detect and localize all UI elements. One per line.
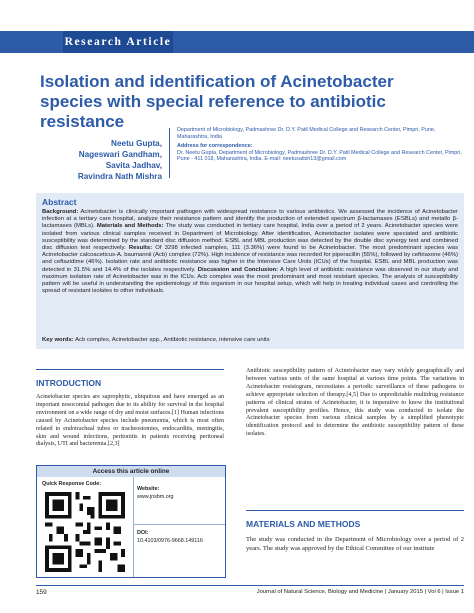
author-list	[60, 138, 162, 182]
qr-code-label: Quick Response Code:	[42, 481, 102, 487]
abstract-text	[42, 209, 458, 295]
author-name[interactable]: Nageswari Gandham,	[78, 150, 162, 159]
introduction-text: Acinetobacter species are saprophytic, ubiquitous and have emerged as an important nosocomial pathogen due to its ability for survival in the hospital environment on a wide range of dry and moist surfaces.[1] Human infections caused by Acinetobacter species include pneumonia, which is most often related to endotracheal tubes or tracheostomies, endocarditis, meningitis, skin and wound infections, peritonitis in patients receiving peritoneal dialysis, UTI and bacteremia.[2,3]	[36, 394, 224, 448]
introduction-heading: INTRODUCTION	[36, 378, 102, 388]
access-box-divider	[133, 477, 134, 577]
journal-citation: Journal of Natural Science, Biology and Medicine | January 2015 | Vol 6 | Issue 1	[256, 589, 464, 595]
materials-text: The study was conducted in the Department of Microbiology over a period of 2 years. The study was approved by the Ethical Committee of our institute	[246, 536, 464, 552]
doi-label: DOI:	[137, 530, 149, 536]
website-label: Website:	[137, 486, 160, 492]
methods-text: The study was conducted in tertiary care hospital, India over a period of 2 years. Acinetobacter species were isolated from various clinical samples received in Department of Microbiology. After identification, Acinetobacter isolates were speciated and antibiotic susceptibility was determined by the standard disc diffusion method. ESBL and MBL production was detected by the double disc synergy test and combined disc diffusion test respectively.	[42, 223, 458, 252]
conclusion-text: A high level of antibiotic resistance was observed in our study and maximum isolation rate of Acinetobacter was in the ICUs. Acb complex was the most predominant and most resistant species. The analysis of susceptibility pattern will be useful in understanding the epidemiology of this organism in our hospital setup, which will help in treating individual cases and controlling the spread of resistant isolates to other individuals.	[42, 266, 458, 295]
correspondence-address: Dr. Neetu Gupta, Department of Microbiology, Padmashree Dr. D.Y. Patil Medical College and Research Center, Pimpri, Pune - 411 018, Maharashtra, India. E-mail: neetusatish13@gmail.com	[177, 149, 462, 163]
correspondence-label: Address for correspondence:	[177, 143, 253, 150]
article-type-label: Research Article	[63, 31, 173, 53]
affiliation-block	[177, 127, 464, 163]
page-number: 159	[36, 589, 47, 596]
materials-heading: MATERIALS AND METHODS	[246, 519, 361, 529]
introduction-rule	[36, 369, 224, 370]
results-label: Results:	[128, 245, 153, 252]
footer-rule	[36, 585, 464, 586]
header-band	[0, 31, 474, 53]
keywords-line	[42, 337, 460, 344]
author-divider	[169, 128, 170, 178]
abstract-box	[36, 193, 464, 349]
author-name[interactable]: Ravindra Nath Mishra	[77, 172, 162, 181]
right-column-text: Antibiotic susceptibility pattern of Acinetobacter may vary widely geographically and between various units of the same hospital at various time points. The variations in Acinetobacter resistogram, necessitates a periodic surveillance of these pathogens to achieve appropriate selection of therapy.[4,5] Due to unpredictable multidrug resistance patterns of clinical strains of Acinetobacter, it is imperative to know the institutional prevalent susceptibility profiles. Hence, this study was conducted to isolate the Acinetobacter species from various clinical samples by a simplified phenotypic identification protocol and to determine the antibiotic susceptibility pattern of these isolates.	[246, 368, 464, 438]
methods-label: Materials and Methods:	[96, 223, 164, 230]
author-name[interactable]: Savita Jadhav,	[105, 161, 162, 170]
department-affiliation: Department of Microbiology, Padmashree Dr. D.Y. Patil Medical College and Research Center, Pimpri, Pune, Maharashtra, India	[177, 127, 436, 140]
qr-code-icon[interactable]	[45, 492, 125, 572]
website-link[interactable]: www.jnsbm.org	[137, 494, 174, 500]
background-label: Background:	[42, 209, 79, 215]
access-box-heading: Access this article online	[37, 466, 225, 477]
doi-value[interactable]: 10.4103/0976-9668.149116	[137, 538, 203, 544]
access-online-box	[36, 465, 226, 578]
keywords-text: Acb complex, Acinetobacter spp., Antibiotic resistance, intensive care units	[75, 337, 270, 343]
access-box-rule	[133, 524, 225, 525]
keywords-label: Key words:	[42, 337, 74, 343]
materials-rule	[246, 510, 464, 511]
results-text: Of 3298 infected samples, 111 (3.36%) were found to be Acinetobacter. The most predominant species was Acinetobacter calcoaceticus-A. baumannii (Acb) complex (72%). High incidence of resistance was recorded for piperacillin (55%), followed by ceftriaxone (46%) and ceftazidime (46%). Isolation rate and antibiotic resistance was higher in the Intensive Care Units (ICUs) of the hospital. ESBL and MBL production was detected in 31.5% and 14.4% of the isolates respectively.	[42, 245, 459, 273]
abstract-heading: Abstract	[42, 197, 77, 207]
article-title: Isolation and identification of Acinetobacter species with special reference to antibiotic resistance	[40, 72, 394, 131]
author-name[interactable]: Neetu Gupta,	[111, 139, 162, 148]
conclusion-label: Discussion and Conclusion:	[197, 266, 279, 273]
background-text: Acinetobacter is clinically important pathogen with widespread resistance to various antibiotics. We assessed the incidence of Acinetobacter infection at a tertiary care hospital, analyze their resistance pattern and identify the production of extended spectrum β-lactamases (ESBLs) and metallo β-lactamases (MBLs).	[42, 209, 458, 230]
